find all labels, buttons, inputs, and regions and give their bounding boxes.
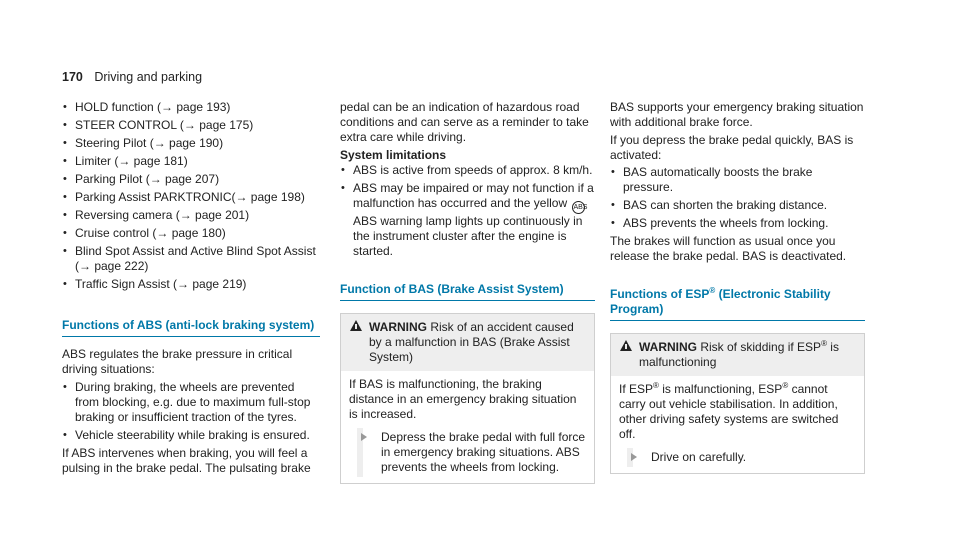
action-arrow-icon xyxy=(361,433,367,441)
warning-label: WARNING xyxy=(369,320,427,334)
action-step xyxy=(349,430,586,475)
column-2 xyxy=(340,100,595,494)
column-3 xyxy=(610,100,865,484)
list-item: • Parking Pilot (→ page 207) xyxy=(62,172,320,187)
abs-paragraph: If ABS intervenes when braking, you will feel a pulsing in the brake pedal. The pulsating brake xyxy=(62,446,311,475)
list-item: • Cruise control (→ page 180) xyxy=(62,226,320,241)
warning-text: is malfunctioning xyxy=(639,340,839,369)
list-item: • Vehicle steerability while braking is ensured. xyxy=(62,428,320,443)
warning-exclamation xyxy=(625,344,627,349)
warning-text: Risk of an accident caused by a malfunction in BAS (Brake Assist System) xyxy=(369,320,574,364)
action-text: Depress the brake pedal with full force in emergency braking situations. ABS prevents the wheels from locking. xyxy=(381,430,586,474)
list-item: • Steering Pilot (→ page 190) xyxy=(62,136,320,151)
warning-body-text: If BAS is malfunctioning, the braking distance in an emergency braking situation is increased. xyxy=(349,377,577,421)
page-number: 170 xyxy=(62,70,83,84)
warning-body xyxy=(341,371,594,483)
list-item: • Parking Assist PARKTRONIC(→ page 198) xyxy=(62,190,320,205)
body-text: If ESP xyxy=(619,382,654,396)
registered-mark: ® xyxy=(653,381,659,390)
bas-section-heading: Function of BAS (Brake Assist System) xyxy=(340,282,595,301)
warning-text: Risk of skidding if ESP xyxy=(700,340,822,354)
limitations-list xyxy=(340,163,595,259)
body-text: is malfunctioning, ESP xyxy=(658,382,783,396)
abs-list xyxy=(62,380,320,443)
action-text: Drive on carefully. xyxy=(651,450,747,464)
list-item: • Blind Spot Assist and Active Blind Spot Assist (→ page 222) xyxy=(62,244,320,274)
list-item: • Traffic Sign Assist (→ page 219) xyxy=(62,277,320,292)
esp-heading-text: (Electronic Stability Program) xyxy=(610,287,831,316)
limitations-heading: System limitations xyxy=(340,148,447,162)
esp-heading-text: Functions of ESP xyxy=(610,287,710,301)
list-item: • STEER CONTROL (→ page 175) xyxy=(62,118,320,133)
action-arrow-icon xyxy=(631,453,637,461)
limitation-text: ABS may be impaired or may not function if a malfunction has occurred and the yellow xyxy=(353,181,594,210)
list-item: • BAS automatically boosts the brake pressure. xyxy=(610,165,865,195)
bas-activation: If you depress the brake pedal quickly, BAS is activated: xyxy=(610,133,854,162)
registered-mark: ® xyxy=(821,339,827,348)
bas-list xyxy=(610,165,865,231)
column-1 xyxy=(62,100,320,479)
list-item: • Reversing camera (→ page 201) xyxy=(62,208,320,223)
registered-mark: ® xyxy=(709,286,716,295)
chapter-title: Driving and parking xyxy=(94,70,203,84)
list-item: • During braking, the wheels are prevented from blocking, e.g. due to maximum full-stop braking or insufficient traction of the tyres. xyxy=(62,380,320,425)
esp-section-heading xyxy=(610,287,865,321)
list-item: • Limiter (→ page 181) xyxy=(62,154,320,169)
warning-header xyxy=(341,314,594,371)
warning-exclamation xyxy=(355,324,357,329)
bas-deactivation: The brakes will function as usual once you release the brake pedal. BAS is deactivated. xyxy=(610,234,847,263)
list-item: • ABS is active from speeds of approx. 8 km/h. xyxy=(340,163,595,178)
list-item: • HOLD function (→ page 193) xyxy=(62,100,320,115)
continued-paragraph: pedal can be an indication of hazardous road conditions and can serve as a reminder to take extra care while driving. xyxy=(340,100,589,144)
action-step xyxy=(619,450,856,465)
page-header xyxy=(62,70,202,85)
warning-label: WARNING xyxy=(639,340,697,354)
esp-warning-box xyxy=(610,333,865,474)
bas-intro: BAS supports your emergency braking situation with additional brake force. xyxy=(610,100,864,129)
body-text: cannot carry out vehicle stabilisation. In addition, other driving safety systems are switched off. xyxy=(619,382,839,441)
warning-body-text xyxy=(619,382,856,442)
list-item: • ABS prevents the wheels from locking. xyxy=(610,216,865,231)
abs-section-heading: Functions of ABS (anti-lock braking system) xyxy=(62,318,320,337)
abs-intro: ABS regulates the brake pressure in critical driving situations: xyxy=(62,347,293,376)
list-item xyxy=(340,181,595,259)
abs-warning-lamp-icon: ABS xyxy=(572,201,585,214)
warning-header xyxy=(611,334,864,376)
bas-warning-box xyxy=(340,313,595,484)
feature-list xyxy=(62,100,320,292)
list-item: • BAS can shorten the braking distance. xyxy=(610,198,865,213)
warning-body xyxy=(611,376,864,473)
limitation-text: ABS warning lamp lights up continuously in the instrument cluster after the engine is started. xyxy=(353,214,583,258)
registered-mark: ® xyxy=(782,381,789,390)
